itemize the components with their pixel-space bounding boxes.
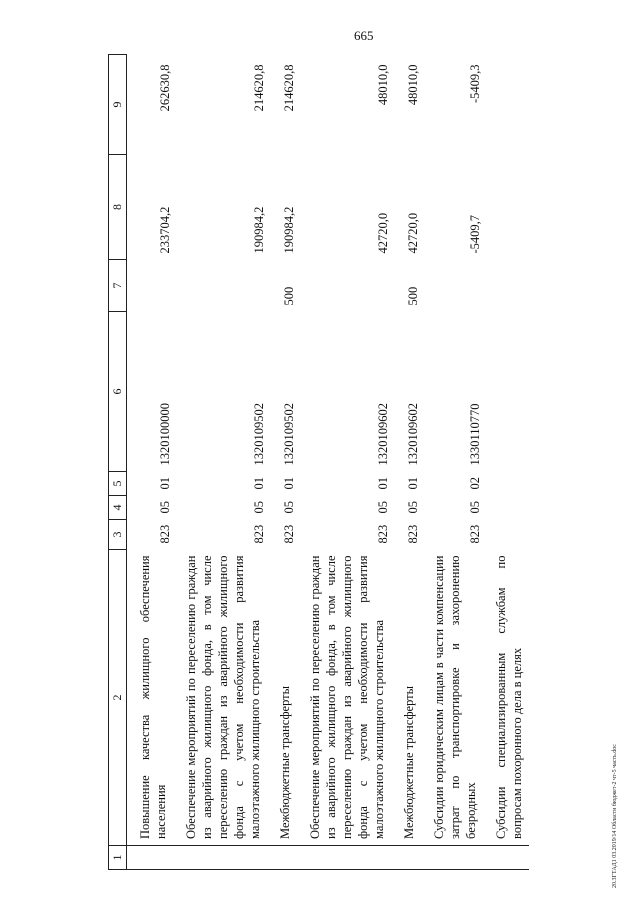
row-value-col8: 190984,2 (282, 206, 297, 254)
row-target-code: 1330110770 (468, 403, 483, 466)
row-expense-type (173, 260, 267, 312)
table-row (267, 55, 297, 870)
row-section-code: 05 (468, 501, 483, 514)
budget-table (108, 54, 529, 870)
header-col-8: 8 (109, 155, 127, 260)
header-col-5: 5 (109, 472, 127, 496)
row-subsection-code: 01 (252, 477, 267, 490)
row-cell-col1 (391, 846, 421, 870)
row-subsection-code (483, 472, 529, 496)
row-value-col9: 262630,8 (158, 64, 173, 112)
row-section-code (483, 496, 529, 520)
row-expense-type (421, 260, 483, 312)
row-value-col8: -5409,7 (468, 214, 483, 254)
row-target-code: 1320109602 (376, 403, 391, 466)
row-cell-col1 (483, 846, 529, 870)
row-value-col9: 214620,8 (282, 64, 297, 112)
row-expense-type: 500 (282, 286, 297, 306)
row-ministry-code (483, 520, 529, 550)
row-expense-type: 500 (406, 286, 421, 306)
row-value-col9 (483, 55, 529, 155)
row-description: Повышение качества жилищного обеспечения населения (127, 550, 174, 846)
table-row (483, 55, 529, 870)
row-description: Межбюджетные трансферты (391, 550, 421, 846)
row-cell-col1 (173, 846, 267, 870)
row-value-col9: -5409,3 (468, 64, 483, 104)
row-target-code (483, 312, 529, 472)
file-path-footer: 20.3ГТАД1 03.2019/14 Областн бюджет-2 чт-5 часть.doc (612, 744, 618, 888)
row-target-code: 1320109502 (282, 403, 297, 466)
table-row (391, 55, 421, 870)
row-section-code: 05 (252, 501, 267, 514)
row-section-code: 05 (376, 501, 391, 514)
header-col-6: 6 (109, 312, 127, 472)
row-target-code: 1320100000 (158, 403, 173, 466)
header-col-3: 3 (109, 520, 127, 550)
row-ministry-code: 823 (376, 524, 391, 544)
row-description: Обеспечение мероприятий по переселению граждан из аварийного жилищного фонда, в том числе переселению граждан из аварийного жилищного фонда с учетом необходимости развития малоэтажного жилищного строительства (297, 550, 391, 846)
table-row (421, 55, 483, 870)
row-description: Межбюджетные трансферты (267, 550, 297, 846)
header-col-1: 1 (109, 846, 127, 870)
row-subsection-code: 02 (468, 477, 483, 490)
row-ministry-code: 823 (158, 524, 173, 544)
row-value-col8: 233704,2 (158, 206, 173, 254)
row-value-col9: 214620,8 (252, 64, 267, 112)
table-header-row (109, 55, 127, 870)
header-col-4: 4 (109, 496, 127, 520)
row-value-col8: 190984,2 (252, 206, 267, 254)
row-subsection-code: 01 (376, 477, 391, 490)
row-description: Обеспечение мероприятий по переселению граждан из аварийного жилищного фонда, в том числе переселению граждан из аварийного жилищного фонда с учетом необходимости развития малоэтажного жилищного строительства (173, 550, 267, 846)
row-ministry-code: 823 (468, 524, 483, 544)
header-col-2: 2 (109, 550, 127, 846)
row-expense-type (127, 260, 174, 312)
row-cell-col1 (421, 846, 483, 870)
row-description: Субсидии специализированным службам по вопросам похоронного дела в целях (483, 550, 529, 846)
page-number: 665 (354, 28, 374, 43)
table-row (173, 55, 267, 870)
header-col-7: 7 (109, 260, 127, 312)
row-value-col9: 48010,0 (406, 64, 421, 106)
row-expense-type (483, 260, 529, 312)
row-ministry-code: 823 (406, 524, 421, 544)
row-description: Субсидии юридическим лицам в части компенсации затрат по транспортировке и захоронению безродных (421, 550, 483, 846)
row-cell-col1 (267, 846, 297, 870)
table-row (127, 55, 174, 870)
row-section-code: 05 (158, 501, 173, 514)
row-value-col8: 42720,0 (406, 212, 421, 254)
table-row (297, 55, 391, 870)
row-subsection-code: 01 (406, 477, 421, 490)
header-col-9: 9 (109, 55, 127, 155)
budget-table-rotated (108, 55, 603, 870)
row-section-code: 05 (406, 501, 421, 514)
row-value-col8: 42720,0 (376, 212, 391, 254)
row-subsection-code: 01 (282, 477, 297, 490)
row-section-code: 05 (282, 501, 297, 514)
row-value-col9: 48010,0 (376, 64, 391, 106)
row-cell-col1 (297, 846, 391, 870)
row-cell-col1 (127, 846, 174, 870)
row-ministry-code: 823 (282, 524, 297, 544)
row-ministry-code: 823 (252, 524, 267, 544)
row-target-code: 1320109502 (252, 403, 267, 466)
row-value-col8 (483, 155, 529, 260)
row-expense-type (297, 260, 391, 312)
row-subsection-code: 01 (158, 477, 173, 490)
row-target-code: 1320109602 (406, 403, 421, 466)
